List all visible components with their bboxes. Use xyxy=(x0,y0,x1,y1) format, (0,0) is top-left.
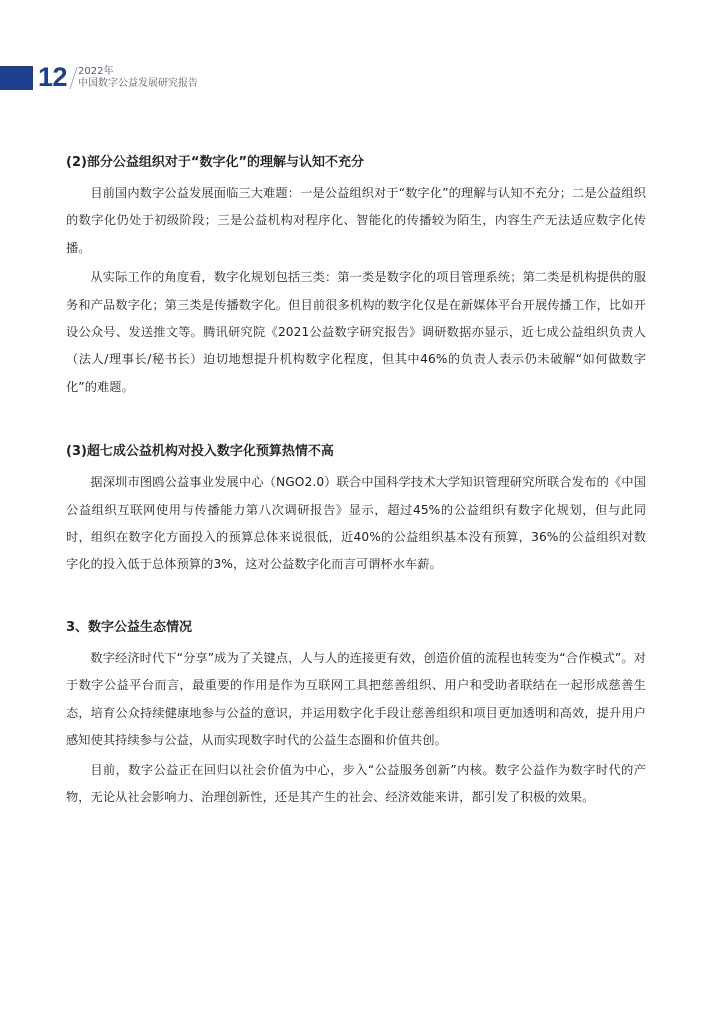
header-divider xyxy=(69,67,77,89)
paragraph: 目前，数字公益正在回归以社会价值为中心，步入“公益服务创新”内核。数字公益作为数字时代的产物，无论从社会影响力、治理创新性，还是其产生的社会、经济效能来讲，都引发了积极的效果。 xyxy=(66,762,646,804)
section-heading: (2)部分公益组织对于“数字化”的理解与认知不充分 xyxy=(66,155,365,170)
section-heading: (3)超七成公益机构对投入数字化预算热情不高 xyxy=(66,444,334,460)
paragraph: 据深圳市图鸥公益事业发展中心（NGO2.0）联合中国科学技术大学知识管理研究所联合发布的《中国公益组织互联网使用与传播能力第八次调研报告》显示，超过45%的公益组织有数字化规划，但与此同时，组织在数字化方面投入的预算总体来说很低，近40%的公益组织基本没有预算，36%的公益组织对数字化的投入低于总体预算的3%，这对公益数字化而言可谓杯水车薪。 xyxy=(66,475,646,572)
paragraph: 从实际工作的角度看，数字化规划包括三类：第一类是数字化的项目管理系统；第二类是机构提供的服务和产品数字化；第三类是传播数字化。但目前很多机构的数字化仅是在新媒体平台开展传播工作，比如开设公众号、发送推文等。腾讯研究院《2021公益数字研究报告》调研数据亦显示，近七成公益组织负责人（法人/理事长/秘书长）迫切地想提升机构数字化程度，但其中46%的负责人表示仍未破解“如何做数字化”的难题。 xyxy=(66,270,646,394)
paragraph: 目前国内数字公益发展面临三大难题：一是公益组织对于“数字化”的理解与认知不充分；二是公益组织的数字化仍处于初级阶段；三是公益机构对程序化、智能化的传播较为陌生，内容生产无法适应数字化传播。 xyxy=(66,186,646,255)
header-year: 2022年 xyxy=(78,66,114,77)
header-report-title: 中国数字公益发展研究报告 xyxy=(78,78,198,89)
header-accent-bar xyxy=(0,66,33,90)
document-body xyxy=(66,152,646,811)
page-number: 12 xyxy=(38,62,68,92)
section-heading: 3、数字公益生态情况 xyxy=(66,619,193,635)
paragraph: 数字经济时代下“分享”成为了关键点，人与人的连接更有效，创造价值的流程也转变为“合作模式”。对于数字公益平台而言，最重要的作用是作为互联网工具把慈善组织、用户和受助者联结在一起形成慈善生态，培育公众持续健康地参与公益的意识，并运用数字化手段让慈善组织和项目更加透明和高效，提升用户感知使其持续参与公益，从而实现数字时代的公益生态圈和价值共创。 xyxy=(66,650,646,748)
